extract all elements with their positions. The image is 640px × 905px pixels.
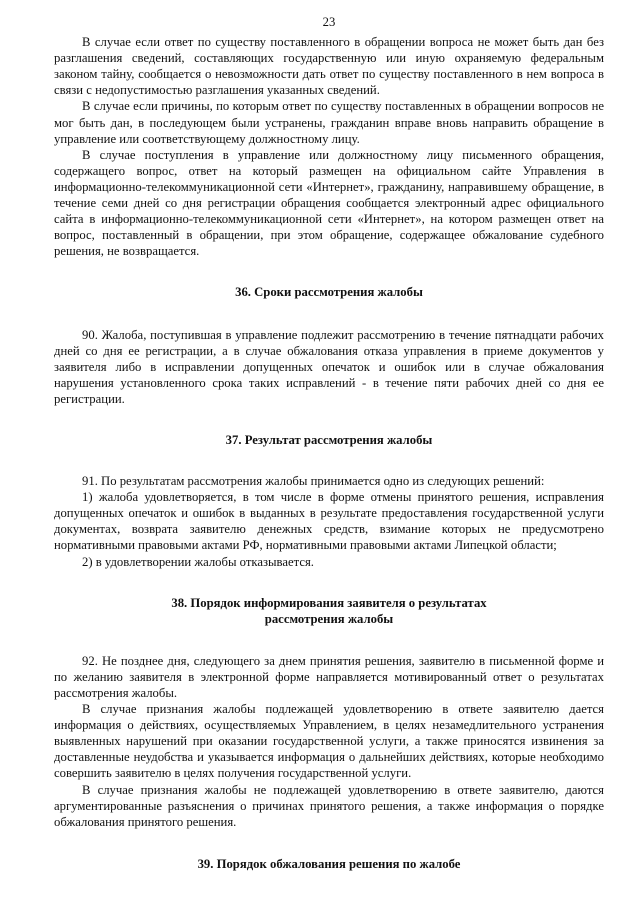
paragraph: 92. Не позднее дня, следующего за днем принятия решения, заявителю в письменной форме и по желанию заявителя в электронной форме направляется мотивированный ответ о результатах рассмотрения жалобы. [54, 653, 604, 700]
paragraph: В случае признания жалобы не подлежащей удовлетворению в ответе заявителю, даются аргументированные разъяснения о причинах принятого решения, а также информация о порядке обжалования принятого решения. [54, 782, 604, 829]
section-heading-37: 37. Результат рассмотрения жалобы [225, 432, 433, 447]
paragraph: 90. Жалоба, поступившая в управление подлежит рассмотрению в течение пятнадцати рабочих дней со дня ее регистрации, а в случае обжалования отказа управления в приеме документов у заявителя либо в исправлении допущенных опечаток и ошибок или в случае обжалования нарушения установленного срока таких исправлений - в течение пяти рабочих дней со дня ее регистрации. [54, 327, 604, 406]
section-heading-38-line1: 38. Порядок информирования заявителя о результатах [171, 595, 487, 610]
paragraph: В случае если причины, по которым ответ по существу поставленных в обращении вопросов не мог быть дан, в последующем были устранены, гражданин вправе вновь направить обращение в управление или соответствующему должностному лицу. [54, 99, 604, 146]
paragraph: 91. По результатам рассмотрения жалобы принимается одно из следующих решений: [82, 474, 545, 489]
section-heading-39: 39. Порядок обжалования решения по жалобе [197, 856, 461, 871]
page-number: 23 [322, 15, 336, 29]
paragraph: В случае если ответ по существу поставленного в обращении вопроса не может быть дан без разглашения сведений, составляющих государственную или иную охраняемую федеральным законом тайну, сообщается о невозможности дать ответ по существу поставленного в нем вопроса в связи с недопустимостью разглашения указанных сведений. [54, 35, 604, 98]
section-heading-38 [54, 595, 604, 627]
list-item: 1) жалоба удовлетворяется, в том числе в форме отмены принятого решения, исправления допущенных опечаток и ошибок в выданных в результате предоставления государственной услуги документах, возврата заявителю денежных средств, взимание которых не предусмотрено нормативными правовыми актами РФ, нормативными правовыми актами Липецкой области; [54, 490, 604, 553]
section-heading-38-line2: рассмотрения жалобы [264, 611, 394, 626]
paragraph: В случае признания жалобы подлежащей удовлетворению в ответе заявителю дается информация о действиях, осуществляемых Управлением, в целях незамедлительного устранения выявленных нарушений при оказании государственной услуги, а также приносятся извинения за доставленные неудобства и указывается информация о дальнейших действиях, которые необходимо совершить заявителю в целях получения государственной услуги. [54, 702, 604, 781]
paragraph: В случае поступления в управление или должностному лицу письменного обращения, содержащего вопрос, ответ на который размещен на официальном сайте Управления в информационно-телекоммуникационной сети «Интернет», гражданину, направившему обращение, в течение семи дней со дня регистрации обращения сообщается электронный адрес официального сайта в информационно-телекоммуникационной сети «Интернет», на котором размещен ответ на вопрос, поставленный в обращении, при этом обращение, содержащее обжалование судебного решения, не возвращается. [54, 147, 604, 259]
list-item: 2) в удовлетворении жалобы отказывается. [82, 554, 314, 569]
section-heading-36: 36. Сроки рассмотрения жалобы [235, 285, 423, 300]
